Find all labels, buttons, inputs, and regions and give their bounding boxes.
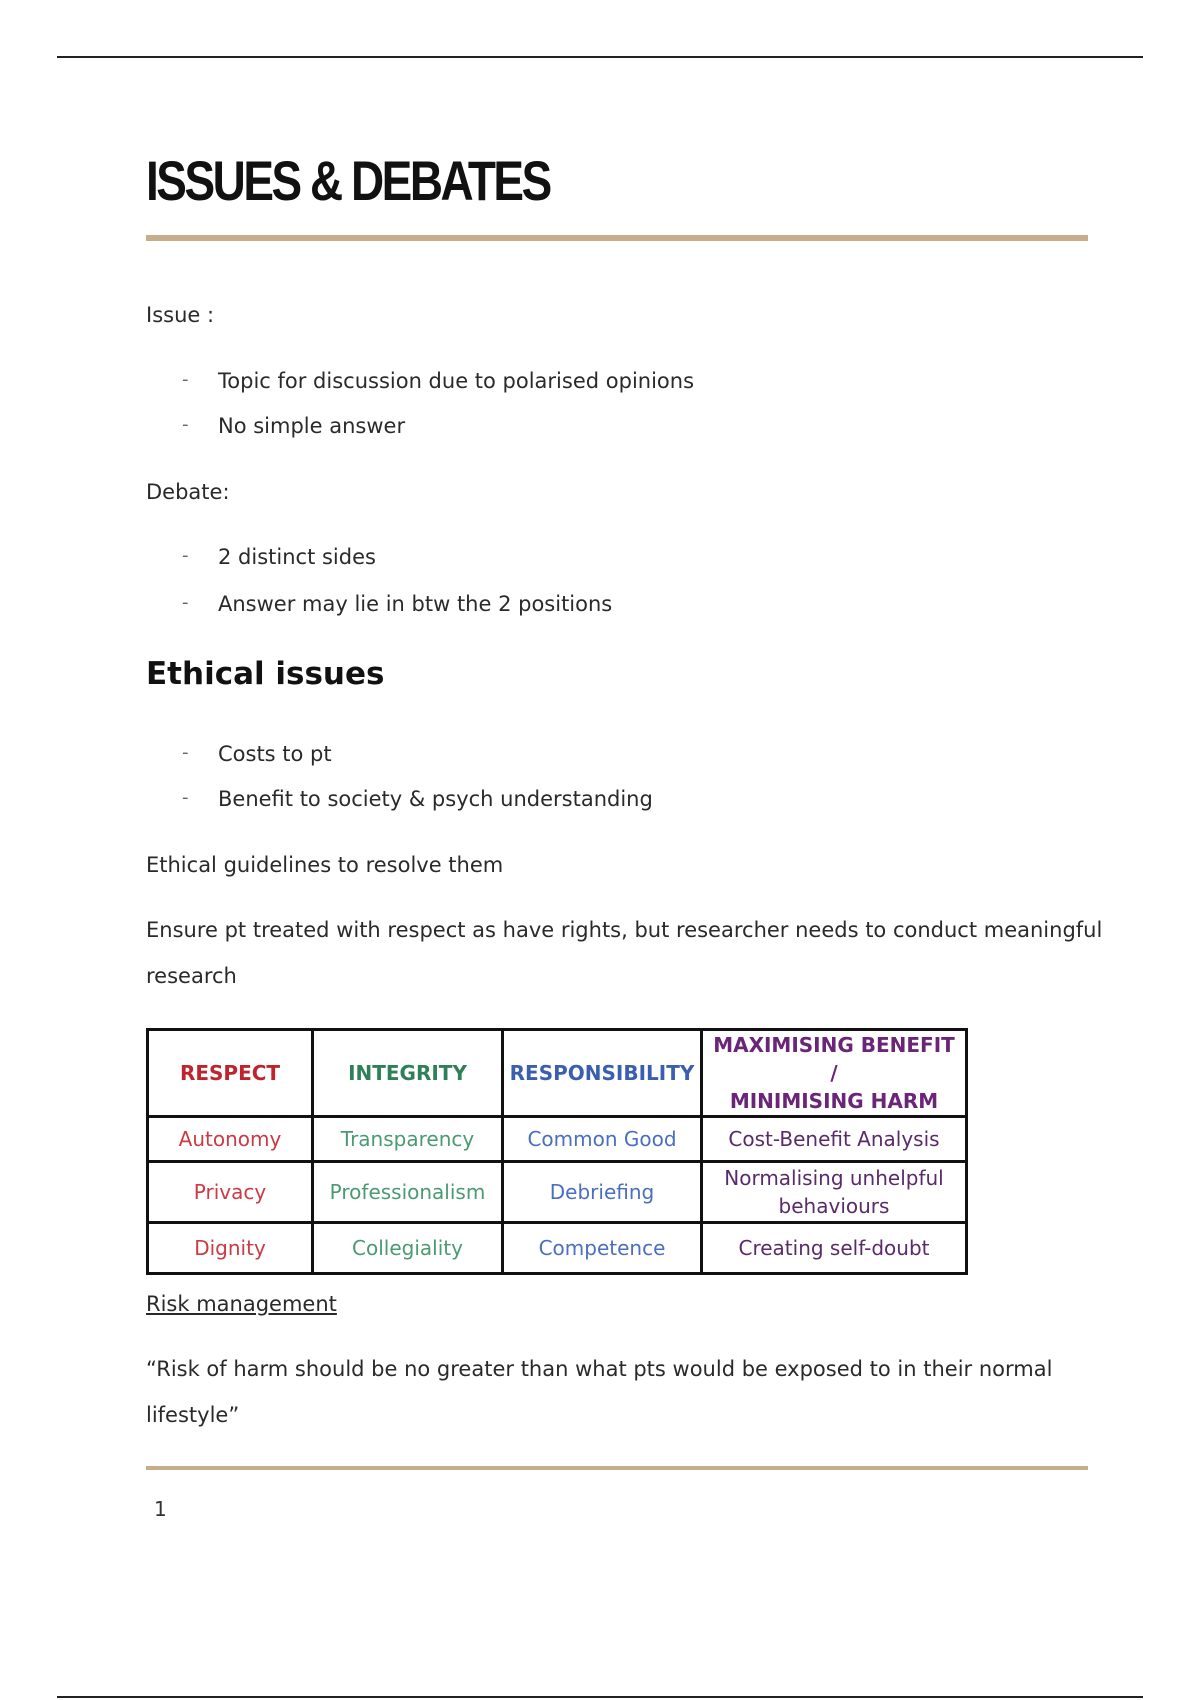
table-cell: Competence bbox=[503, 1223, 702, 1274]
risk-management-heading: Risk management bbox=[146, 1292, 337, 1316]
table-cell: Privacy bbox=[148, 1162, 313, 1223]
table-cell: Common Good bbox=[503, 1117, 702, 1162]
list-item-text: Costs to pt bbox=[218, 742, 332, 766]
header-maximising bbox=[702, 1030, 967, 1117]
list-item-text: 2 distinct sides bbox=[218, 545, 376, 569]
risk-quote-line1: “Risk of harm should be no greater than what pts would be exposed to in their normal bbox=[146, 1357, 1053, 1381]
section-heading-ethical: Ethical issues bbox=[146, 656, 385, 692]
bullet-dash-icon: - bbox=[182, 592, 189, 613]
table-row bbox=[148, 1117, 967, 1162]
bullet-dash-icon: - bbox=[182, 545, 189, 566]
bullet-dash-icon: - bbox=[182, 369, 189, 390]
table-cell: Autonomy bbox=[148, 1117, 313, 1162]
header-maximising-line1: MAXIMISING BENEFIT / bbox=[713, 1033, 955, 1085]
table-cell bbox=[702, 1162, 967, 1223]
table-cell: Transparency bbox=[313, 1117, 503, 1162]
table-header-row bbox=[148, 1030, 967, 1117]
footer-rule bbox=[146, 1466, 1088, 1470]
list-item-text: Answer may lie in btw the 2 positions bbox=[218, 592, 613, 616]
header-responsibility: RESPONSIBILITY bbox=[503, 1030, 702, 1117]
bullet-dash-icon: - bbox=[182, 787, 189, 808]
header-integrity: INTEGRITY bbox=[313, 1030, 503, 1117]
ethics-principles-table bbox=[146, 1028, 968, 1275]
page-title: ISSUES & DEBATES bbox=[146, 149, 550, 212]
table-cell-line2: behaviours bbox=[778, 1194, 890, 1218]
ensure-text-line1: Ensure pt treated with respect as have rights, but researcher needs to conduct meaningful bbox=[146, 918, 1103, 942]
header-respect: RESPECT bbox=[148, 1030, 313, 1117]
risk-quote-line2: lifestyle” bbox=[146, 1403, 240, 1427]
table-row bbox=[148, 1223, 967, 1274]
table-cell: Professionalism bbox=[313, 1162, 503, 1223]
issue-label: Issue : bbox=[146, 303, 215, 327]
list-item-text: No simple answer bbox=[218, 414, 406, 438]
table-cell: Creating self-doubt bbox=[702, 1223, 967, 1274]
list-item-text: Benefit to society & psych understanding bbox=[218, 787, 653, 811]
bottom-border bbox=[57, 1696, 1143, 1698]
table-cell-line1: Normalising unhelpful bbox=[724, 1166, 944, 1190]
page-number: 1 bbox=[154, 1497, 167, 1521]
top-border bbox=[57, 56, 1143, 58]
bullet-dash-icon: - bbox=[182, 414, 189, 435]
header-maximising-line2: MINIMISING HARM bbox=[729, 1089, 939, 1113]
bullet-dash-icon: - bbox=[182, 742, 189, 763]
table-cell: Debriefing bbox=[503, 1162, 702, 1223]
table-cell: Dignity bbox=[148, 1223, 313, 1274]
table-cell: Cost-Benefit Analysis bbox=[702, 1117, 967, 1162]
table-cell: Collegiality bbox=[313, 1223, 503, 1274]
ensure-text-line2: research bbox=[146, 964, 237, 988]
debate-label: Debate: bbox=[146, 480, 230, 504]
title-underline-rule bbox=[146, 235, 1088, 241]
list-item-text: Topic for discussion due to polarised opinions bbox=[218, 369, 695, 393]
table-row bbox=[148, 1162, 967, 1223]
guidelines-text: Ethical guidelines to resolve them bbox=[146, 853, 504, 877]
